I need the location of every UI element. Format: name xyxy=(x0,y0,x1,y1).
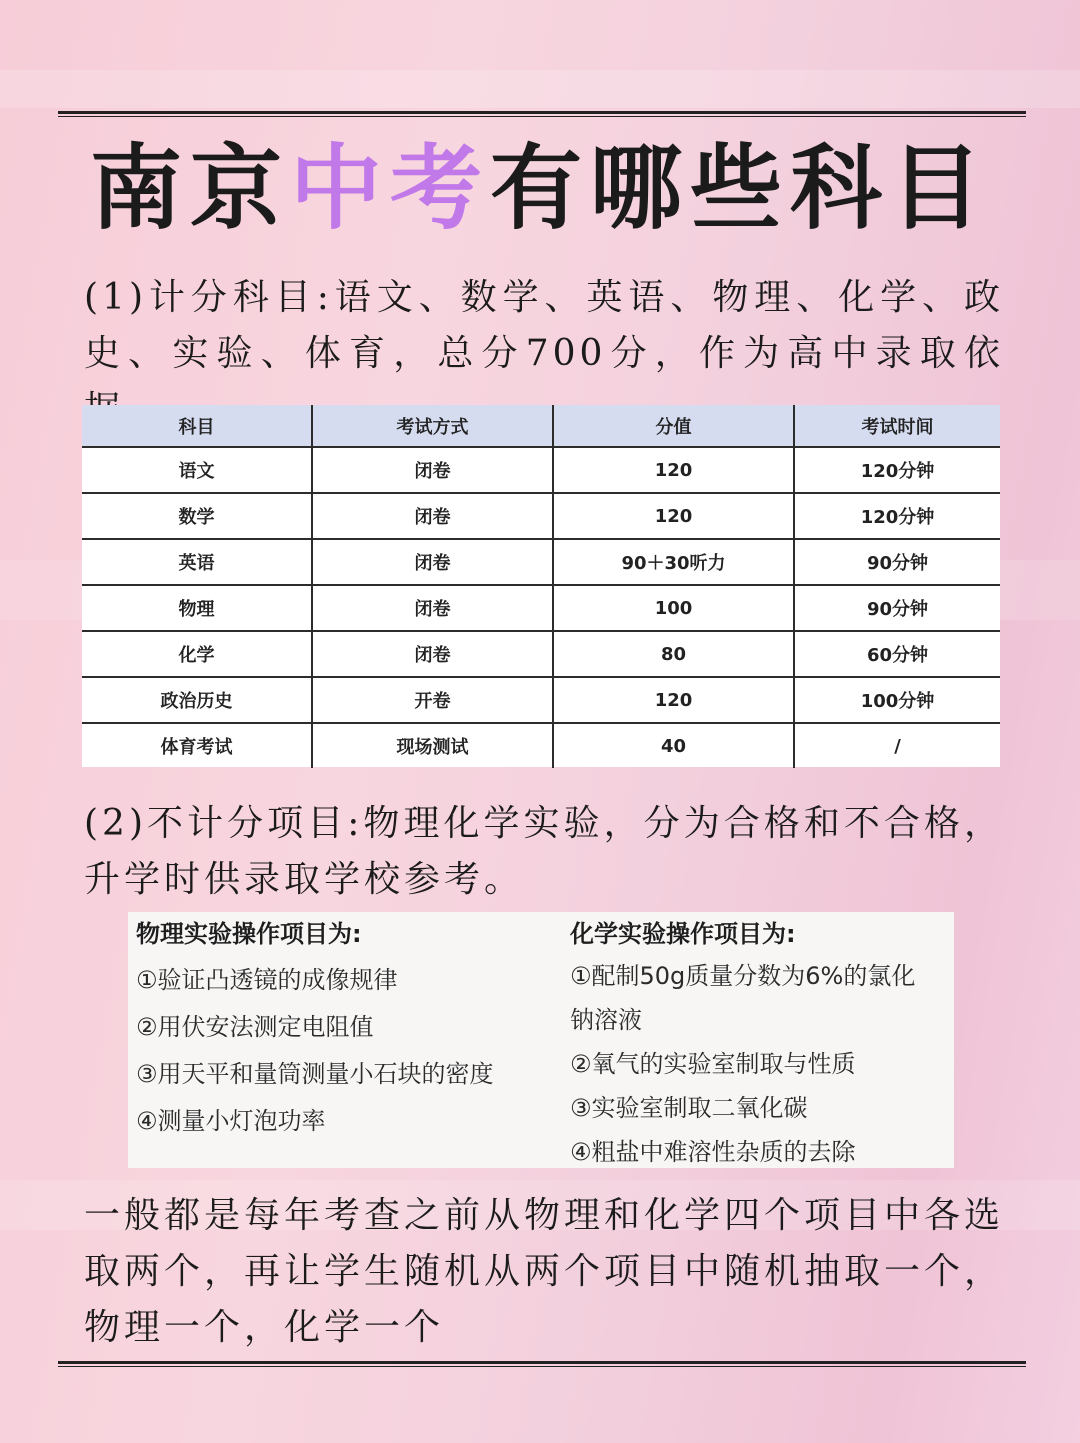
table-cell: 现场测试 xyxy=(312,723,553,768)
title-part-1: 南京 xyxy=(89,135,290,242)
experiments-box xyxy=(128,912,954,1168)
table-cell: 开卷 xyxy=(312,677,553,723)
table-cell: 闭卷 xyxy=(312,447,553,493)
list-item: ④测量小灯泡功率 xyxy=(136,1107,326,1135)
table-cell: 40 xyxy=(553,723,794,768)
physics-experiments xyxy=(136,916,556,1143)
list-item: ③用天平和量筒测量小石块的密度 xyxy=(136,1060,494,1088)
table-row xyxy=(82,631,1000,677)
list-item: ①配制50g质量分数为6%的氯化 xyxy=(570,962,916,990)
table-header-row xyxy=(82,405,1000,447)
table-cell: 120 xyxy=(553,493,794,539)
chemistry-heading: 化学实验操作项目为: xyxy=(570,920,796,948)
list-item: ②氧气的实验室制取与性质 xyxy=(570,1050,856,1078)
list-item: 钠溶液 xyxy=(570,1006,642,1034)
list-item: ②用伏安法测定电阻值 xyxy=(136,1013,374,1041)
table-cell: 物理 xyxy=(82,585,312,631)
table-cell: 120 xyxy=(553,677,794,723)
list-item: ①验证凸透镜的成像规律 xyxy=(136,966,398,994)
table-row xyxy=(82,723,1000,768)
table-header-subject: 科目 xyxy=(82,405,312,447)
table-row xyxy=(82,585,1000,631)
table-cell: 体育考试 xyxy=(82,723,312,768)
table-cell: 120 xyxy=(553,447,794,493)
table-cell: 100 xyxy=(553,585,794,631)
table-cell: 90分钟 xyxy=(794,539,1000,585)
section1-text: (1)计分科目:语文、数学、英语、物理、化学、政史、实验、体育，总分700分，作为高中录取依 xyxy=(84,277,1004,374)
table-cell: / xyxy=(894,735,901,757)
chemistry-experiments xyxy=(570,916,950,1174)
table-cell: 语文 xyxy=(82,447,312,493)
table-cell: 英语 xyxy=(82,539,312,585)
table-row xyxy=(82,539,1000,585)
table-cell: 闭卷 xyxy=(312,631,553,677)
section3-text: 一般都是每年考查之前从物理和化学四个项目中各选取两个，再让学生随机从两个项目中随机抽取一个，物理一个，化学一个 xyxy=(84,1195,1005,1348)
table-cell: 90＋30听力 xyxy=(553,539,794,585)
table-cell: 数学 xyxy=(82,493,312,539)
list-item: ③实验室制取二氧化碳 xyxy=(570,1094,808,1122)
table-cell: 60分钟 xyxy=(794,631,1000,677)
table-row xyxy=(82,447,1000,493)
table-header-time: 考试时间 xyxy=(794,405,1000,447)
top-rule xyxy=(58,111,1026,117)
title-accent: 中考 xyxy=(289,135,490,242)
background-streak xyxy=(0,70,1080,108)
table-cell: 120分钟 xyxy=(794,447,1000,493)
table-row xyxy=(82,677,1000,723)
list-item: ④粗盐中难溶性杂质的去除 xyxy=(570,1138,856,1166)
section2-text: (2)不计分项目:物理化学实验，分为合格和不合格，升学时供录取学校参考。 xyxy=(84,803,1004,900)
table-cell: 100分钟 xyxy=(794,677,1000,723)
table-cell: 90分钟 xyxy=(794,585,1000,631)
table-cell: 化学 xyxy=(82,631,312,677)
table-cell: 120分钟 xyxy=(794,493,1000,539)
table-cell: 闭卷 xyxy=(312,585,553,631)
table-header-method: 考试方式 xyxy=(312,405,553,447)
table-cell: 80 xyxy=(553,631,794,677)
bottom-rule xyxy=(58,1361,1026,1367)
title-part-2: 有哪些科目 xyxy=(490,135,991,242)
table-row xyxy=(82,493,1000,539)
physics-heading: 物理实验操作项目为: xyxy=(136,920,362,948)
table-cell: 闭卷 xyxy=(312,493,553,539)
table-header-score: 分值 xyxy=(553,405,794,447)
table-cell: 闭卷 xyxy=(312,539,553,585)
table-cell: 政治历史 xyxy=(82,677,312,723)
subjects-table xyxy=(82,405,1000,767)
page-title xyxy=(0,134,1080,244)
